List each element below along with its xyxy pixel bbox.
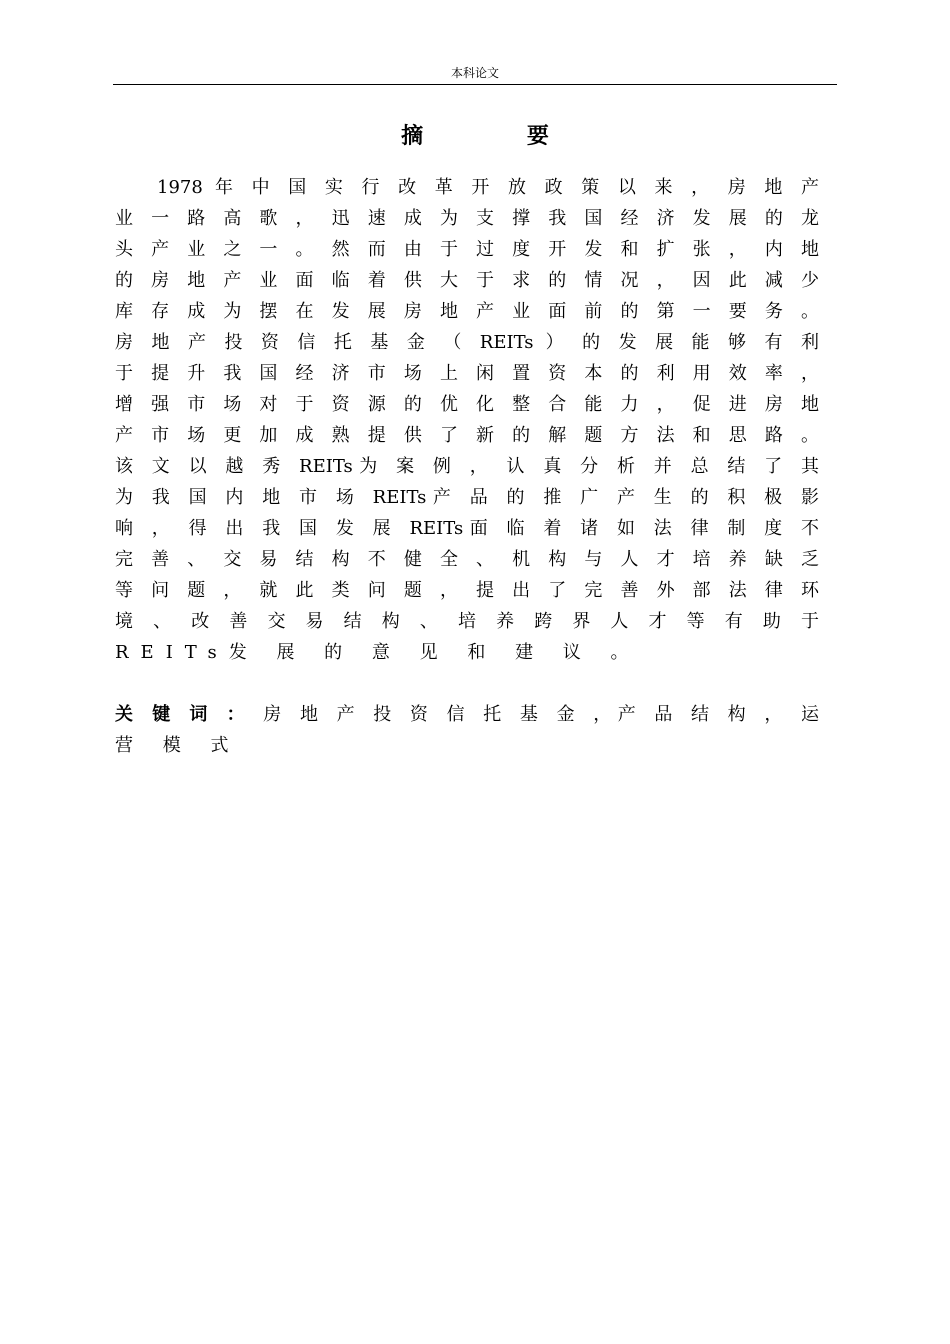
abstract-line: 境 、 改 善 交 易 结 构 、 培 养 跨 界 人 才 等 有 助 于 <box>115 611 819 632</box>
abstract-line: 房 地 产 投 资 信 托 基 金 （ REITs ） 的 发 展 能 够 有 利 <box>115 332 819 353</box>
keywords-line <box>115 699 819 730</box>
abstract-line: 业 一 路 高 歌 ， 迅 速 成 为 支 撑 我 国 经 济 发 展 的 龙 <box>115 208 819 229</box>
abstract-line: 增 强 市 场 对 于 资 源 的 优 化 整 合 能 力 ， 促 进 房 地 <box>115 394 819 415</box>
abstract-line: 该 文 以 越 秀 REITs为 案 例 ， 认 真 分 析 并 总 结 了 其 <box>115 456 819 477</box>
abstract-line: 1978 年 中 国 实 行 改 革 开 放 政 策 以 来 ， 房 地 产 <box>157 177 819 198</box>
abstract-line: 的 房 地 产 业 面 临 着 供 大 于 求 的 情 况 ， 因 此 减 少 <box>115 270 819 291</box>
abstract-line: 产 市 场 更 加 成 熟 提 供 了 新 的 解 题 方 法 和 思 路 。 <box>115 425 819 446</box>
keywords-section <box>115 699 819 761</box>
header-text: 本科论文 <box>450 66 499 80</box>
abstract-title: 摘 要 <box>401 123 597 149</box>
abstract-line: 完 善 、 交 易 结 构 不 健 全 、 机 构 与 人 才 培 养 缺 乏 <box>115 549 819 570</box>
page-header <box>113 62 837 85</box>
abstract-line: REITs发 展 的 意 见 和 建 议 。 <box>115 642 641 663</box>
abstract-line: 于 提 升 我 国 经 济 市 场 上 闲 置 资 本 的 利 用 效 率 ， <box>115 363 819 384</box>
keywords-line-continued: 营 模 式 <box>115 735 241 756</box>
abstract-body <box>115 172 819 668</box>
abstract-line: 头 产 业 之 一 。 然 而 由 于 过 度 开 发 和 扩 张 ， 内 地 <box>115 239 819 260</box>
keywords-text: 房 地 产 投 资 信 托 基 金 ，产 品 结 构 ， 运 <box>263 704 819 725</box>
abstract-line: 库 存 成 为 摆 在 发 展 房 地 产 业 面 前 的 第 一 要 务 。 <box>115 301 819 322</box>
abstract-line: 为 我 国 内 地 市 场 REITs产 品 的 推 广 产 生 的 积 极 影 <box>115 487 819 508</box>
abstract-line: 等 问 题 ， 就 此 类 问 题 ， 提 出 了 完 善 外 部 法 律 环 <box>115 580 819 601</box>
abstract-line: 响 ， 得 出 我 国 发 展 REITs面 临 着 诸 如 法 律 制 度 不 <box>115 518 819 539</box>
keywords-label: 关 键 词 ： <box>115 704 252 725</box>
